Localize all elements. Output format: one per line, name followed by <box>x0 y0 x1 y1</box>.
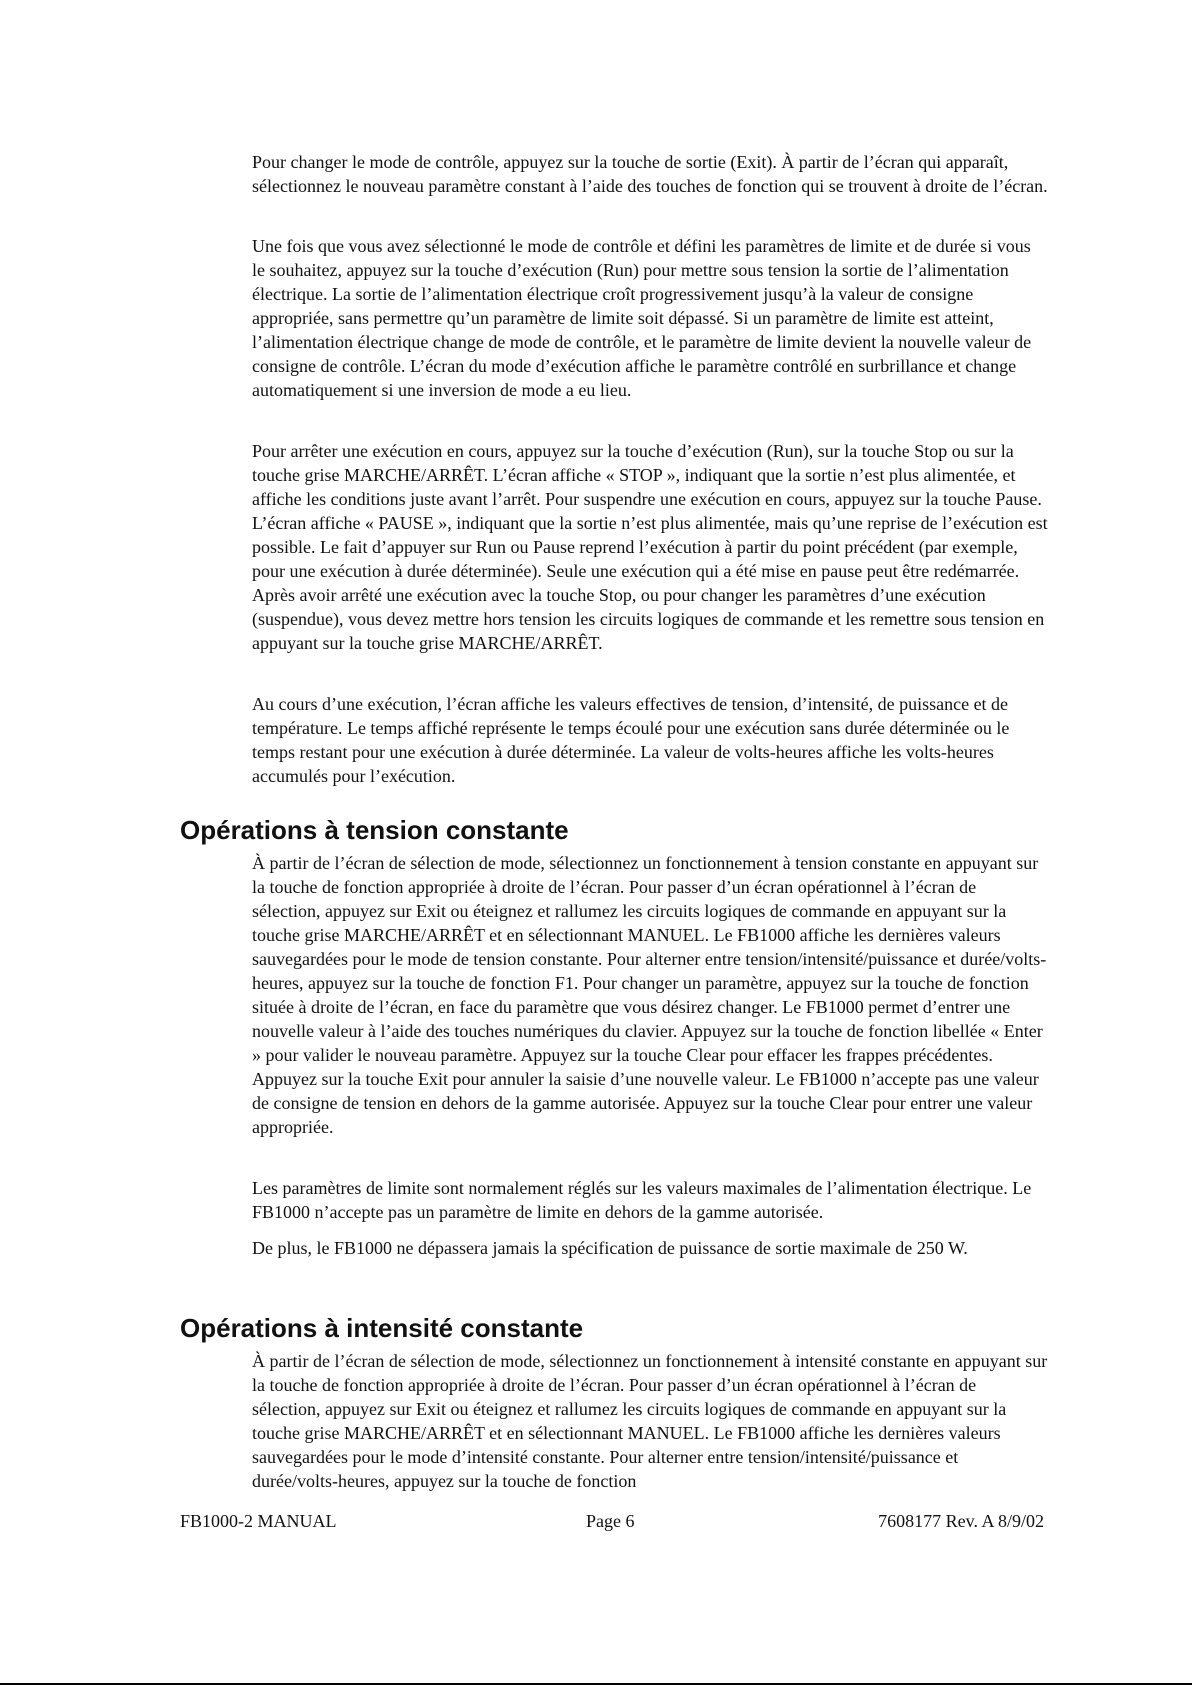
paragraph-max-power: De plus, le FB1000 ne dépassera jamais la spécification de puissance de sortie maximale de 250 W. <box>252 1238 968 1258</box>
footer-manual-title: FB1000-2 MANUAL <box>180 1511 337 1531</box>
paragraph-stop-pause: Pour arrêter une exécution en cours, appuyez sur la touche d’exécution (Run), sur la touche Stop ou sur la touche grise MARCHE/ARRÊT. L’écran affiche « STOP », indiquant que la sortie n’est plus alimentée, et affiche les conditions juste avant l’arrêt. Pour suspendre une exécution en cours, appuyez sur la touche Pause. L’écran affiche « PAUSE », indiquant que la sortie n’est plus alimentée, mais qu’une reprise de l’exécution est possible. Le fait d’appuyer sur Run ou Pause reprend l’exécution à partir du point précédent (par exemple, pour une exécution à durée déterminée). Seule une exécution qui a été mise en pause peut être redémarrée. Après avoir arrêté une exécution avec la touche Stop, ou pour changer les paramètres d’une exécution (suspendue), vous devez mettre hors tension les circuits logiques de commande et les remettre sous tension en appuyant sur la touche grise MARCHE/ARRÊT. <box>252 441 1048 653</box>
paragraph-voltage-selection: À partir de l’écran de sélection de mode, sélectionnez un fonctionnement à tension constante en appuyant sur la touche de fonction appropriée à droite de l’écran. Pour passer d’un écran opérationnel à l’écran de sélection, appuyez sur Exit ou éteignez et rallumez les circuits logiques de commande en appuyant sur la touche grise MARCHE/ARRÊT et en sélectionnant MANUEL. Le FB1000 affiche les dernières valeurs sauvegardées pour le mode de tension constante. Pour alterner entre tension/intensité/puissance et durée/volts-heures, appuyez sur la touche de fonction F1. Pour changer un paramètre, appuyez sur la touche de fonction située à droite de l’écran, en face du paramètre que vous désirez changer. Le FB1000 permet d’entrer une nouvelle valeur à l’aide des touches numériques du clavier. Appuyez sur la touche de fonction libellée « Enter » pour valider le nouveau paramètre. Appuyez sur la touche Clear pour effacer les frappes précédentes. Appuyez sur la touche Exit pour annuler la saisie d’une nouvelle valeur. Le FB1000 n’accepte pas une valeur de consigne de tension en dehors de la gamme autorisée. Appuyez sur la touche Clear pour entrer une valeur appropriée. <box>252 853 1047 1137</box>
footer-page-number: Page 6 <box>586 1511 635 1531</box>
paragraph-exit-mode: Pour changer le mode de contrôle, appuyez sur la touche de sortie (Exit). À partir de l’écran qui apparaît, sélectionnez le nouveau paramètre constant à l’aide des touches de fonction qui se trouvent à droite de l’écran. <box>252 152 1048 196</box>
footer-revision: 7608177 Rev. A 8/9/02 <box>878 1511 1044 1531</box>
paragraph-voltage-limits: Les paramètres de limite sont normalement réglés sur les valeurs maximales de l’alimentation électrique. Le FB1000 n’accepte pas un paramètre de limite en dehors de la gamme autorisée. <box>252 1178 1032 1222</box>
paragraph-run-limits: Une fois que vous avez sélectionné le mode de contrôle et défini les paramètres de limite et de durée si vous le souhaitez, appuyez sur la touche d’exécution (Run) pour mettre sous tension la sortie de l’alimentation électrique. La sortie de l’alimentation électrique croît progressivement jusqu’à la valeur de consigne appropriée, sans permettre qu’un paramètre de limite soit dépassé. Si un paramètre de limite est atteint, l’alimentation électrique change de mode de contrôle, et le paramètre de limite devient la nouvelle valeur de consigne de contrôle. L’écran du mode d’exécution affiche le paramètre contrôlé en surbrillance et change automatiquement si une inversion de mode a eu lieu. <box>252 236 1032 400</box>
paragraph-current-selection: À partir de l’écran de sélection de mode, sélectionnez un fonctionnement à intensité constante en appuyant sur la touche de fonction appropriée à droite de l’écran. Pour passer d’un écran opérationnel à l’écran de sélection, appuyez sur Exit ou éteignez et rallumez les circuits logiques de commande en appuyant sur la touche grise MARCHE/ARRÊT et en sélectionnant MANUEL. Le FB1000 affiche les dernières valeurs sauvegardées pour le mode d’intensité constante. Pour alterner entre tension/intensité/puissance et durée/volts-heures, appuyez sur la touche de fonction <box>252 1351 1048 1491</box>
paragraph-run-display: Au cours d’une exécution, l’écran affiche les valeurs effectives de tension, d’intensité, de puissance et de température. Le temps affiché représente le temps écoulé pour une exécution sans durée déterminée ou le temps restant pour une exécution à durée déterminée. La valeur de volts-heures affiche les volts-heures accumulés pour l’exécution. <box>252 694 1010 786</box>
heading-constant-voltage: Opérations à tension constante <box>180 815 569 845</box>
heading-constant-current: Opérations à intensité constante <box>180 1313 584 1343</box>
page-footer <box>180 1509 1044 1533</box>
